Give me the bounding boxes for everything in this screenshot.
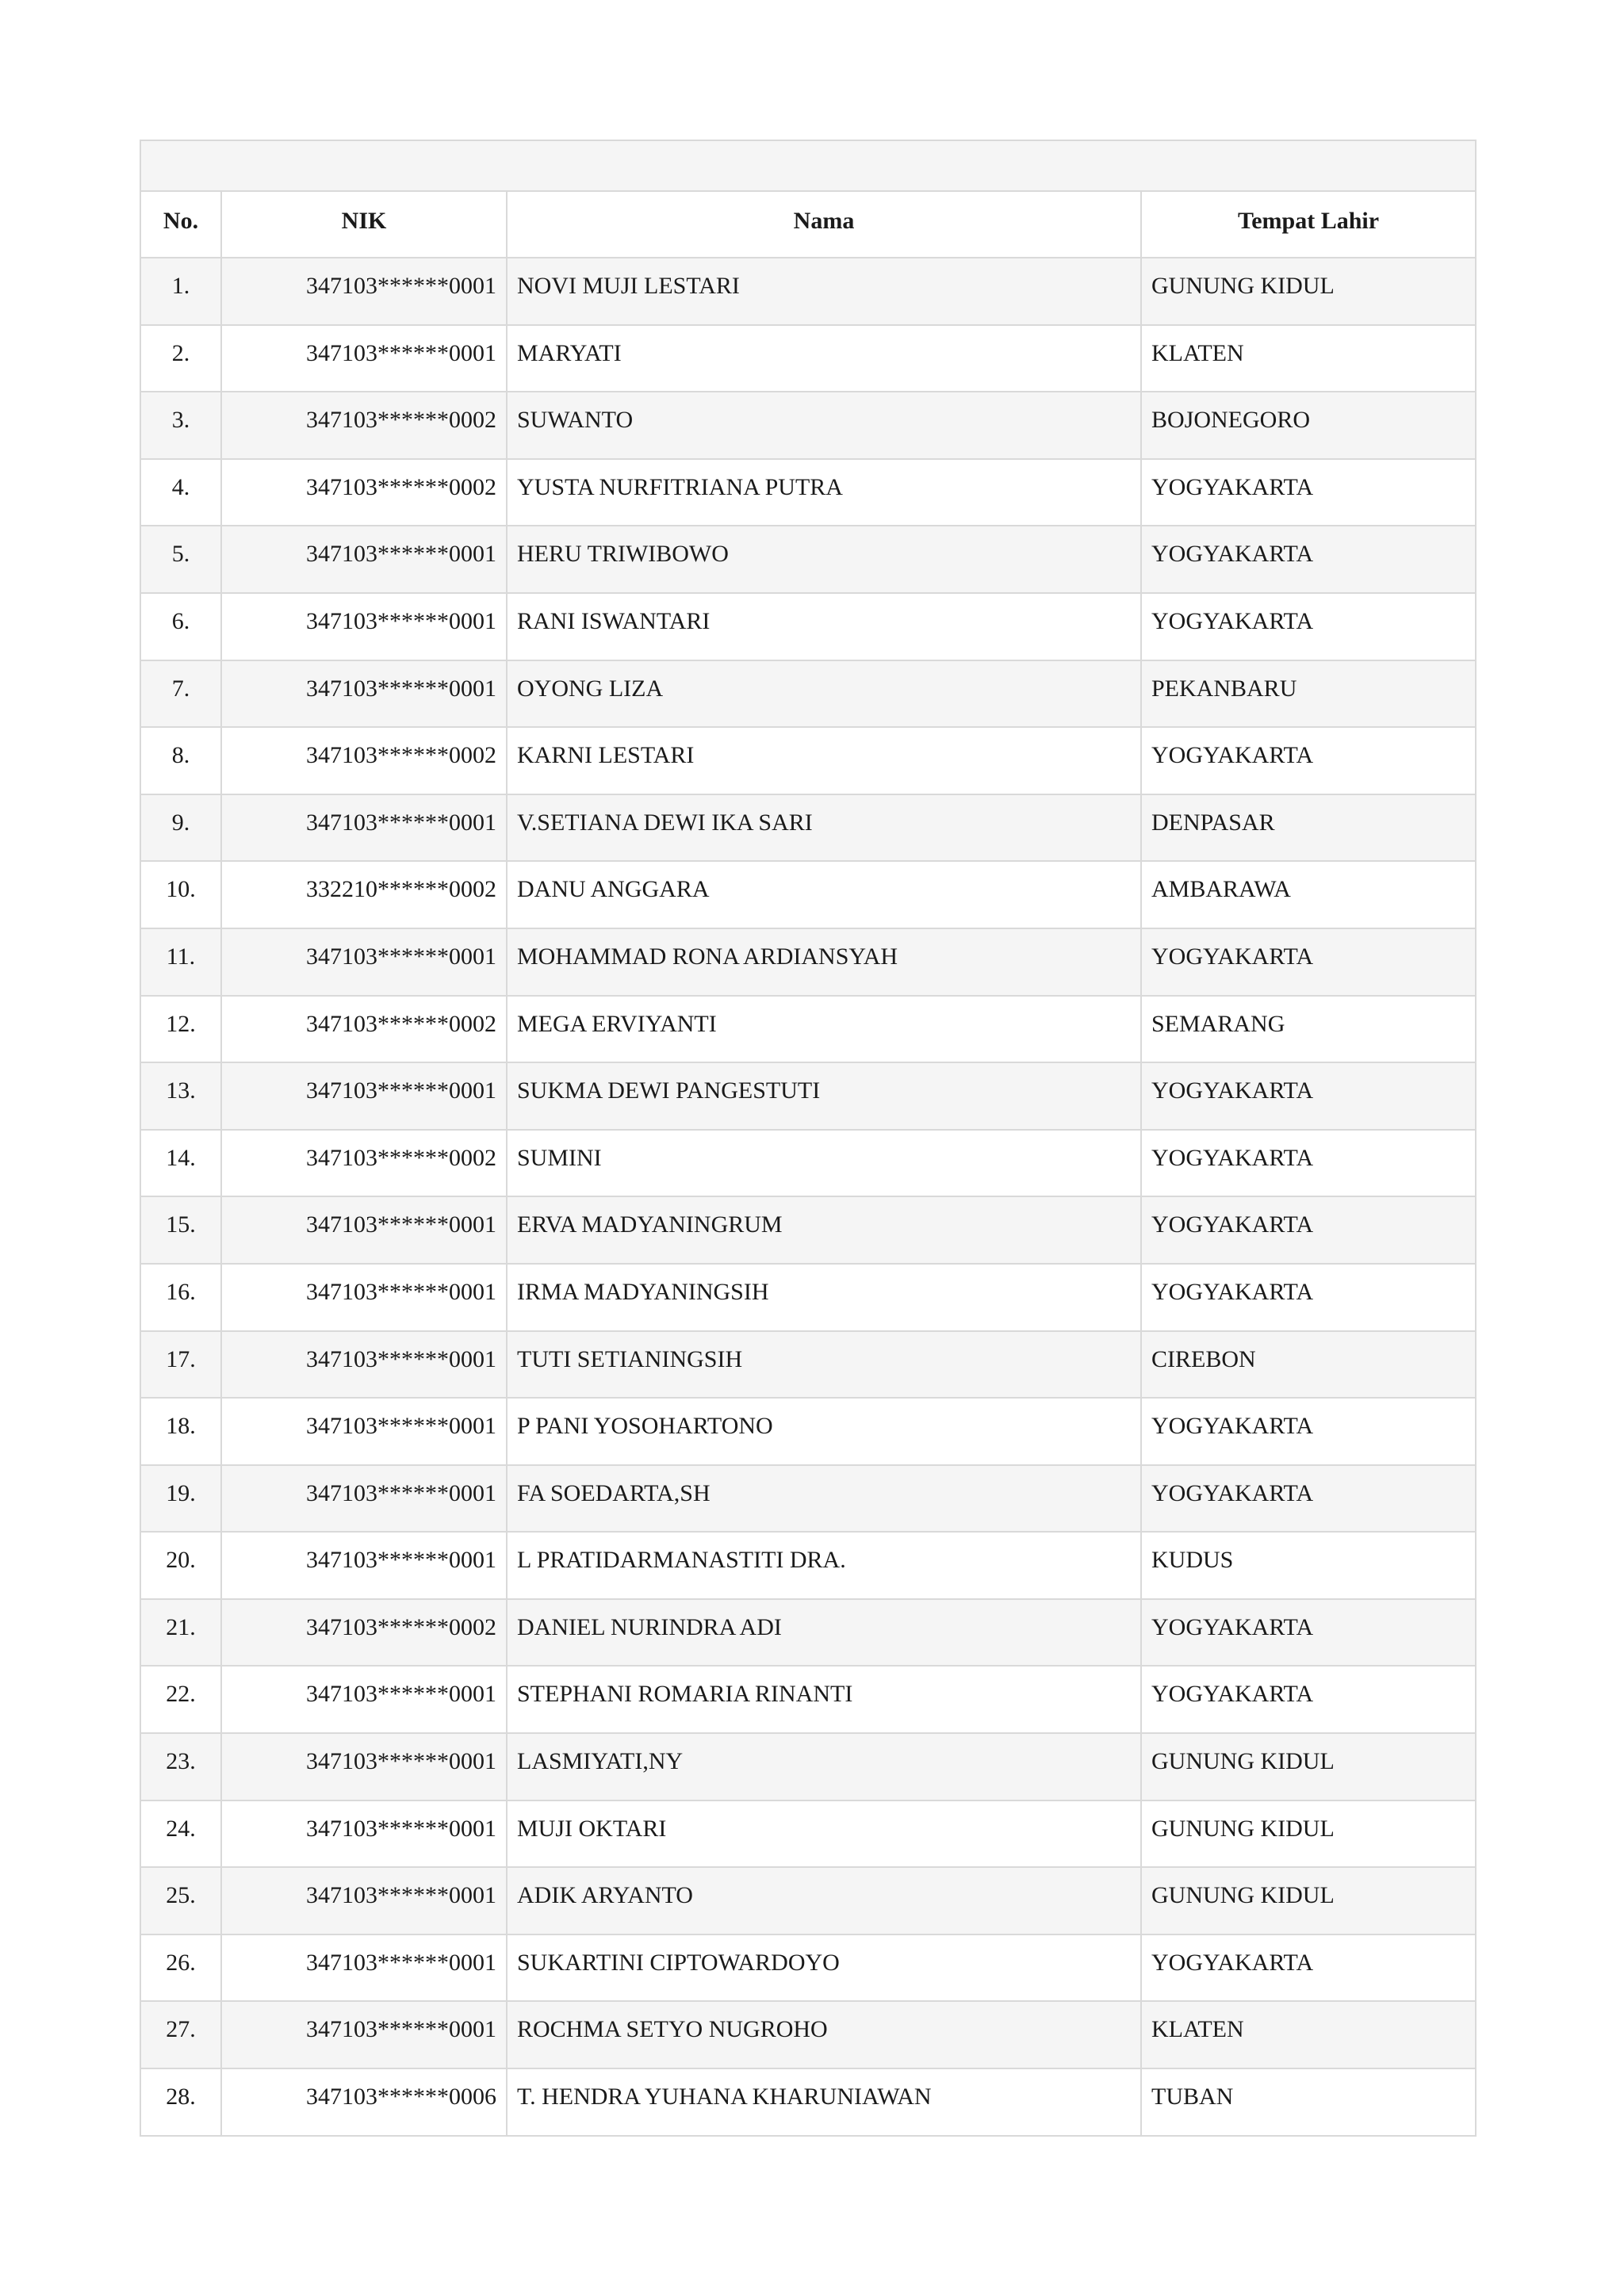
table-row xyxy=(140,1465,1476,1533)
cell-nama: V.SETIANA DEWI IKA SARI xyxy=(507,794,1141,862)
cell-nik: 347103******0001 xyxy=(221,258,507,325)
table-row xyxy=(140,1599,1476,1667)
table-row xyxy=(140,1196,1476,1264)
table-row xyxy=(140,1934,1476,2002)
cell-tempat-lahir: GUNUNG KIDUL xyxy=(1141,258,1476,325)
cell-tempat-lahir: PEKANBARU xyxy=(1141,660,1476,728)
cell-nama: RANI ISWANTARI xyxy=(507,593,1141,660)
cell-nama: SUKARTINI CIPTOWARDOYO xyxy=(507,1934,1141,2002)
cell-no: 2. xyxy=(140,325,221,392)
table-row xyxy=(140,1733,1476,1800)
table-row xyxy=(140,1800,1476,1868)
table-row xyxy=(140,660,1476,728)
cell-tempat-lahir: YOGYAKARTA xyxy=(1141,1062,1476,1130)
cell-no: 1. xyxy=(140,258,221,325)
cell-no: 24. xyxy=(140,1800,221,1868)
cell-nik: 347103******0001 xyxy=(221,1934,507,2002)
table-row xyxy=(140,727,1476,794)
cell-tempat-lahir: TUBAN xyxy=(1141,2068,1476,2136)
cell-nik: 347103******0001 xyxy=(221,660,507,728)
table-row xyxy=(140,392,1476,459)
voter-table xyxy=(140,140,1477,2137)
cell-no: 8. xyxy=(140,727,221,794)
table-row xyxy=(140,593,1476,660)
table-header-row xyxy=(140,191,1476,258)
cell-no: 7. xyxy=(140,660,221,728)
cell-no: 19. xyxy=(140,1465,221,1533)
cell-nama: DANIEL NURINDRA ADI xyxy=(507,1599,1141,1667)
cell-no: 23. xyxy=(140,1733,221,1800)
cell-tempat-lahir: YOGYAKARTA xyxy=(1141,1934,1476,2002)
cell-no: 6. xyxy=(140,593,221,660)
cell-nik: 347103******0001 xyxy=(221,1331,507,1399)
cell-nik: 347103******0002 xyxy=(221,459,507,526)
cell-no: 11. xyxy=(140,928,221,996)
cell-nama: ERVA MADYANINGRUM xyxy=(507,1196,1141,1264)
cell-tempat-lahir: GUNUNG KIDUL xyxy=(1141,1733,1476,1800)
cell-no: 21. xyxy=(140,1599,221,1667)
cell-no: 5. xyxy=(140,526,221,593)
cell-no: 26. xyxy=(140,1934,221,2002)
cell-tempat-lahir: KLATEN xyxy=(1141,2001,1476,2068)
cell-nik: 347103******0001 xyxy=(221,593,507,660)
cell-nama: DANU ANGGARA xyxy=(507,861,1141,928)
cell-nama: MUJI OKTARI xyxy=(507,1800,1141,1868)
cell-no: 15. xyxy=(140,1196,221,1264)
table-caption-cell xyxy=(140,140,1476,191)
header-nama: Nama xyxy=(507,191,1141,258)
cell-nama: SUWANTO xyxy=(507,392,1141,459)
table-row xyxy=(140,2001,1476,2068)
cell-nik: 347103******0001 xyxy=(221,1867,507,1934)
cell-no: 17. xyxy=(140,1331,221,1399)
cell-nik: 347103******0001 xyxy=(221,325,507,392)
cell-nama: OYONG LIZA xyxy=(507,660,1141,728)
cell-nama: SUMINI xyxy=(507,1130,1141,1197)
cell-nama: P PANI YOSOHARTONO xyxy=(507,1398,1141,1465)
cell-no: 12. xyxy=(140,996,221,1063)
table-row xyxy=(140,1130,1476,1197)
cell-tempat-lahir: YOGYAKARTA xyxy=(1141,727,1476,794)
cell-no: 16. xyxy=(140,1264,221,1331)
cell-no: 10. xyxy=(140,861,221,928)
cell-tempat-lahir: YOGYAKARTA xyxy=(1141,526,1476,593)
cell-nama: HERU TRIWIBOWO xyxy=(507,526,1141,593)
cell-nama: IRMA MADYANINGSIH xyxy=(507,1264,1141,1331)
cell-tempat-lahir: BOJONEGORO xyxy=(1141,392,1476,459)
cell-no: 3. xyxy=(140,392,221,459)
cell-no: 4. xyxy=(140,459,221,526)
cell-nama: SUKMA DEWI PANGESTUTI xyxy=(507,1062,1141,1130)
cell-nama: MARYATI xyxy=(507,325,1141,392)
cell-nik: 347103******0006 xyxy=(221,2068,507,2136)
table-row xyxy=(140,861,1476,928)
cell-tempat-lahir: KLATEN xyxy=(1141,325,1476,392)
cell-nik: 347103******0001 xyxy=(221,1532,507,1599)
cell-no: 22. xyxy=(140,1666,221,1733)
cell-no: 9. xyxy=(140,794,221,862)
cell-nama: TUTI SETIANINGSIH xyxy=(507,1331,1141,1399)
cell-tempat-lahir: DENPASAR xyxy=(1141,794,1476,862)
table-row xyxy=(140,1532,1476,1599)
cell-nik: 347103******0002 xyxy=(221,1599,507,1667)
table-caption-row xyxy=(140,140,1476,191)
table-row xyxy=(140,526,1476,593)
cell-nik: 347103******0002 xyxy=(221,996,507,1063)
cell-nik: 347103******0002 xyxy=(221,1130,507,1197)
table-row xyxy=(140,325,1476,392)
table-row xyxy=(140,1867,1476,1934)
table-row xyxy=(140,258,1476,325)
cell-nik: 347103******0001 xyxy=(221,928,507,996)
cell-no: 14. xyxy=(140,1130,221,1197)
cell-nama: KARNI LESTARI xyxy=(507,727,1141,794)
cell-tempat-lahir: YOGYAKARTA xyxy=(1141,928,1476,996)
cell-nik: 347103******0001 xyxy=(221,1196,507,1264)
cell-tempat-lahir: YOGYAKARTA xyxy=(1141,1666,1476,1733)
cell-no: 20. xyxy=(140,1532,221,1599)
cell-nik: 332210******0002 xyxy=(221,861,507,928)
table-row xyxy=(140,928,1476,996)
cell-nik: 347103******0002 xyxy=(221,727,507,794)
cell-tempat-lahir: YOGYAKARTA xyxy=(1141,1465,1476,1533)
table-row xyxy=(140,794,1476,862)
cell-tempat-lahir: YOGYAKARTA xyxy=(1141,593,1476,660)
cell-nama: LASMIYATI,NY xyxy=(507,1733,1141,1800)
cell-nik: 347103******0001 xyxy=(221,1666,507,1733)
cell-tempat-lahir: YOGYAKARTA xyxy=(1141,1196,1476,1264)
cell-nama: L PRATIDARMANASTITI DRA. xyxy=(507,1532,1141,1599)
table-row xyxy=(140,459,1476,526)
cell-tempat-lahir: YOGYAKARTA xyxy=(1141,1398,1476,1465)
table-body xyxy=(140,258,1476,2136)
header-no: No. xyxy=(140,191,221,258)
cell-nik: 347103******0001 xyxy=(221,1465,507,1533)
cell-nama: FA SOEDARTA,SH xyxy=(507,1465,1141,1533)
cell-nik: 347103******0001 xyxy=(221,1398,507,1465)
cell-nama: STEPHANI ROMARIA RINANTI xyxy=(507,1666,1141,1733)
cell-nama: ROCHMA SETYO NUGROHO xyxy=(507,2001,1141,2068)
cell-nama: T. HENDRA YUHANA KHARUNIAWAN xyxy=(507,2068,1141,2136)
cell-nik: 347103******0001 xyxy=(221,1062,507,1130)
cell-no: 18. xyxy=(140,1398,221,1465)
table-row xyxy=(140,1331,1476,1399)
table-row xyxy=(140,1398,1476,1465)
table-row xyxy=(140,1062,1476,1130)
cell-no: 13. xyxy=(140,1062,221,1130)
cell-nama: NOVI MUJI LESTARI xyxy=(507,258,1141,325)
cell-no: 25. xyxy=(140,1867,221,1934)
table-row xyxy=(140,996,1476,1063)
cell-tempat-lahir: CIREBON xyxy=(1141,1331,1476,1399)
cell-nik: 347103******0001 xyxy=(221,526,507,593)
cell-tempat-lahir: SEMARANG xyxy=(1141,996,1476,1063)
cell-no: 27. xyxy=(140,2001,221,2068)
header-tempat-lahir: Tempat Lahir xyxy=(1141,191,1476,258)
cell-nik: 347103******0001 xyxy=(221,1733,507,1800)
voter-table-container xyxy=(140,140,1475,2137)
cell-nik: 347103******0001 xyxy=(221,1800,507,1868)
table-row xyxy=(140,1666,1476,1733)
cell-tempat-lahir: YOGYAKARTA xyxy=(1141,1264,1476,1331)
cell-nik: 347103******0001 xyxy=(221,2001,507,2068)
cell-tempat-lahir: YOGYAKARTA xyxy=(1141,1130,1476,1197)
table-row xyxy=(140,1264,1476,1331)
cell-tempat-lahir: AMBARAWA xyxy=(1141,861,1476,928)
table-row xyxy=(140,2068,1476,2136)
cell-nik: 347103******0001 xyxy=(221,794,507,862)
cell-nama: MEGA ERVIYANTI xyxy=(507,996,1141,1063)
cell-tempat-lahir: YOGYAKARTA xyxy=(1141,1599,1476,1667)
cell-nama: YUSTA NURFITRIANA PUTRA xyxy=(507,459,1141,526)
header-nik: NIK xyxy=(221,191,507,258)
cell-nama: ADIK ARYANTO xyxy=(507,1867,1141,1934)
cell-tempat-lahir: YOGYAKARTA xyxy=(1141,459,1476,526)
cell-tempat-lahir: KUDUS xyxy=(1141,1532,1476,1599)
cell-no: 28. xyxy=(140,2068,221,2136)
cell-tempat-lahir: GUNUNG KIDUL xyxy=(1141,1800,1476,1868)
cell-nik: 347103******0002 xyxy=(221,392,507,459)
cell-nik: 347103******0001 xyxy=(221,1264,507,1331)
cell-tempat-lahir: GUNUNG KIDUL xyxy=(1141,1867,1476,1934)
cell-nama: MOHAMMAD RONA ARDIANSYAH xyxy=(507,928,1141,996)
